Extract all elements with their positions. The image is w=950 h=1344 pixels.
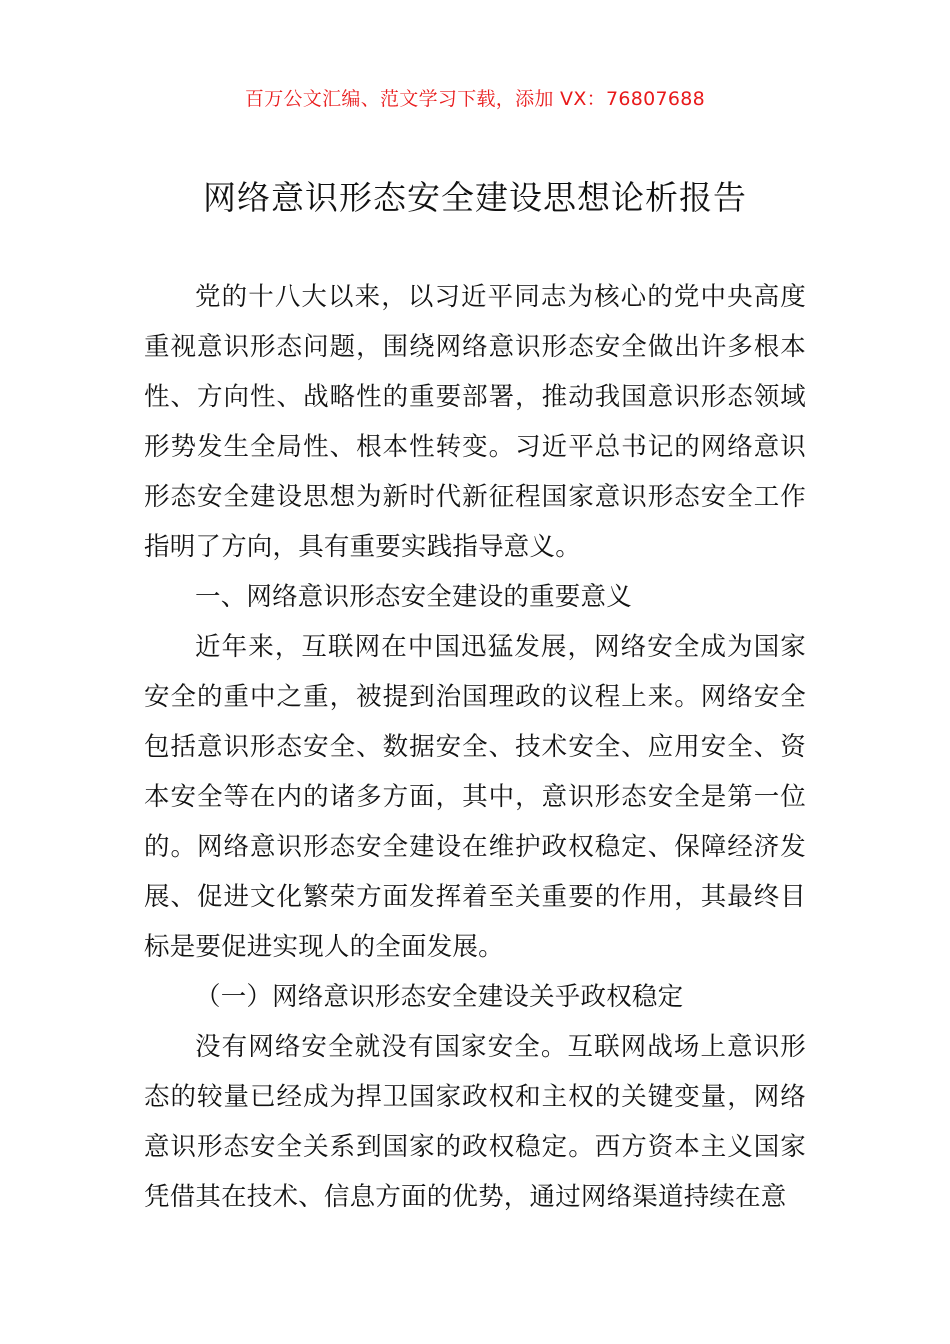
subsection-heading-1: （一）网络意识形态安全建设关乎政权稳定 [195,982,684,1012]
intro-paragraph: 党的十八大以来，以习近平同志为核心的党中央高度重视意识形态问题，围绕网络意识形态安全做出许多根本性、方向性、战略性的重要部署，推动我国意识形态领域形势发生全局性、根本性转变。习近平总书记的网络意识形态安全建设思想为新时代新征程国家意识形态安全工作指明了方向，具有重要实践指导意义。 [144,282,806,562]
section-heading-1: 一、网络意识形态安全建设的重要意义 [195,582,632,612]
header-watermark-note: 百万公文汇编、范文学习下载，添加 VX：76807688 [244,88,706,110]
section-1-paragraph: 近年来，互联网在中国迅猛发展，网络安全成为国家安全的重中之重，被提到治国理政的议程上来。网络安全包括意识形态安全、数据安全、技术安全、应用安全、资本安全等在内的诸多方面，其中，意识形态安全是第一位的。网络意识形态安全建设在维护政权稳定、保障经济发展、促进文化繁荣方面发挥着至关重要的作用，其最终目标是要促进实现人的全面发展。 [144,632,806,962]
document-body [144,272,806,1222]
document-title: 网络意识形态安全建设思想论析报告 [203,178,747,217]
subsection-1-paragraph: 没有网络安全就没有国家安全。互联网战场上意识形态的较量已经成为捍卫国家政权和主权的关键变量，网络意识形态安全关系到国家的政权稳定。西方资本主义国家凭借其在技术、信息方面的优势，通过网络渠道持续在意 [144,1032,806,1212]
